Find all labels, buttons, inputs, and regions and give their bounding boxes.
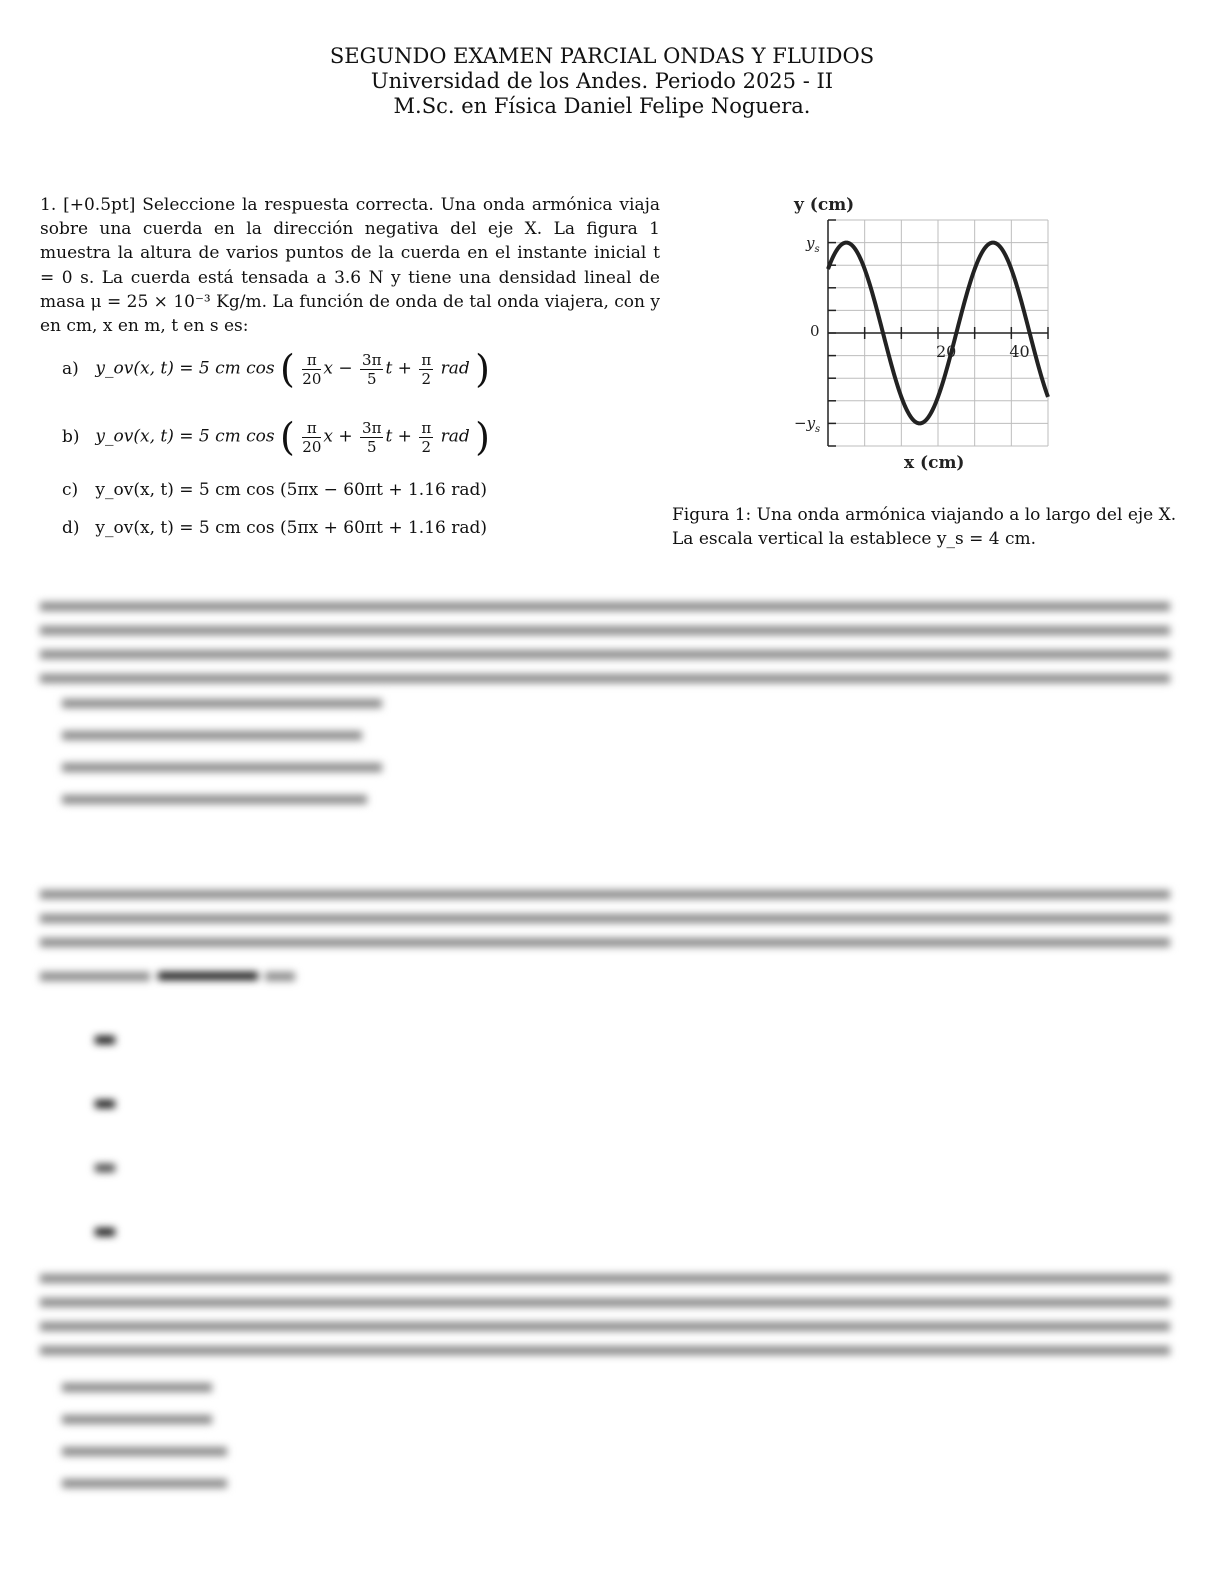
question-1 — [40, 193, 660, 338]
option-b-end: rad — [440, 426, 470, 447]
blurred-option — [62, 1376, 212, 1400]
y-tick-minus-ys: $-y_s$ — [794, 414, 821, 435]
option-b-mid2: t + — [385, 426, 412, 447]
option-d-label: d) — [62, 518, 80, 538]
exam-title: SEGUNDO EXAMEN PARCIAL ONDAS Y FLUIDOS — [329, 44, 875, 68]
option-a-prefix: y_ov(x, t) = 5 cm cos — [95, 358, 275, 379]
y-tick-ys: $y_s$ — [806, 234, 820, 255]
question-2-blurred — [40, 596, 1170, 812]
option-a-mid2: t + — [385, 358, 412, 379]
fraction: $\frac{3\pi}{5}$ — [362, 350, 382, 388]
y-axis-label: y (cm) — [794, 195, 855, 215]
figure-1-caption: Figura 1: Una onda armónica viajando a lo largo del eje X. La escala vertical la establece y_s = 4 cm. — [672, 505, 1177, 549]
blurred-option — [62, 1408, 212, 1432]
figure-1 — [786, 190, 1062, 480]
blurred-option — [62, 724, 362, 748]
option-c-label: c) — [62, 480, 79, 500]
exam-author: M.Sc. en Física Daniel Felipe Noguera. — [393, 94, 811, 118]
question-1-number: 1. — [40, 195, 57, 215]
fraction: $\frac{\pi}{2}$ — [421, 418, 432, 456]
option-b-mid1: x + — [323, 426, 353, 447]
question-4-blurred — [40, 1268, 1170, 1496]
question-3-blurred — [40, 884, 1170, 1258]
blurred-option — [62, 1472, 227, 1496]
option-d-text: y_ov(x, t) = 5 cm cos (5πx + 60πt + 1.16 rad) — [95, 518, 488, 538]
fraction: $\frac{\pi}{2}$ — [421, 350, 432, 388]
question-1-text: Seleccione la respuesta correcta. Una onda armónica viaja sobre una cuerda en la dirección negativa del eje X. La figura 1 muestra la altura de varios puntos de la cuerda en el instante inicial t = 0 s. La cuerda está tensada a 3.6 N y tiene una densidad lineal de masa μ = 25 × 10⁻³ Kg/m. La función de onda de tal onda viajera, con y en cm, x en m, t en s es: — [40, 195, 661, 337]
option-b[interactable] — [62, 415, 490, 459]
blurred-fraction-line — [40, 956, 1170, 996]
fraction: $\frac{3\pi}{5}$ — [362, 418, 382, 456]
option-c-text: y_ov(x, t) = 5 cm cos (5πx − 60πt + 1.16 rad) — [95, 480, 488, 500]
blurred-option — [62, 756, 382, 780]
question-1-points: [+0.5pt] — [63, 195, 136, 215]
option-d[interactable] — [62, 518, 487, 538]
x-tick-labels — [936, 342, 1030, 361]
blurred-text-block — [40, 596, 1170, 684]
blurred-text-block — [40, 884, 1170, 956]
option-a[interactable] — [62, 347, 490, 391]
option-a-label: a) — [62, 358, 79, 379]
fraction: $\frac{\pi}{20}$ — [302, 350, 322, 388]
left-paren: ( — [280, 415, 295, 459]
x-axis-label: x (cm) — [904, 453, 965, 473]
exam-university: Universidad de los Andes. Periodo 2025 - II — [370, 69, 834, 93]
blurred-option — [62, 692, 382, 716]
blurred-options — [95, 1018, 1170, 1258]
x-tick-label: 40 — [1009, 342, 1030, 361]
option-a-mid1: x − — [323, 358, 353, 379]
option-a-end: rad — [440, 358, 470, 379]
wave-plot — [786, 190, 1062, 480]
option-b-prefix: y_ov(x, t) = 5 cm cos — [95, 426, 275, 447]
blurred-text-block — [40, 1268, 1170, 1364]
left-paren: ( — [280, 347, 295, 391]
exam-header — [0, 44, 1204, 119]
y-tick-zero: 0 — [810, 322, 820, 340]
fraction: $\frac{\pi}{20}$ — [302, 418, 322, 456]
right-paren: ) — [475, 347, 490, 391]
option-c[interactable] — [62, 480, 487, 500]
option-b-label: b) — [62, 426, 80, 447]
x-tick-label: 20 — [936, 342, 957, 361]
blurred-option — [62, 788, 367, 812]
blurred-option — [62, 1440, 227, 1464]
right-paren: ) — [475, 415, 490, 459]
